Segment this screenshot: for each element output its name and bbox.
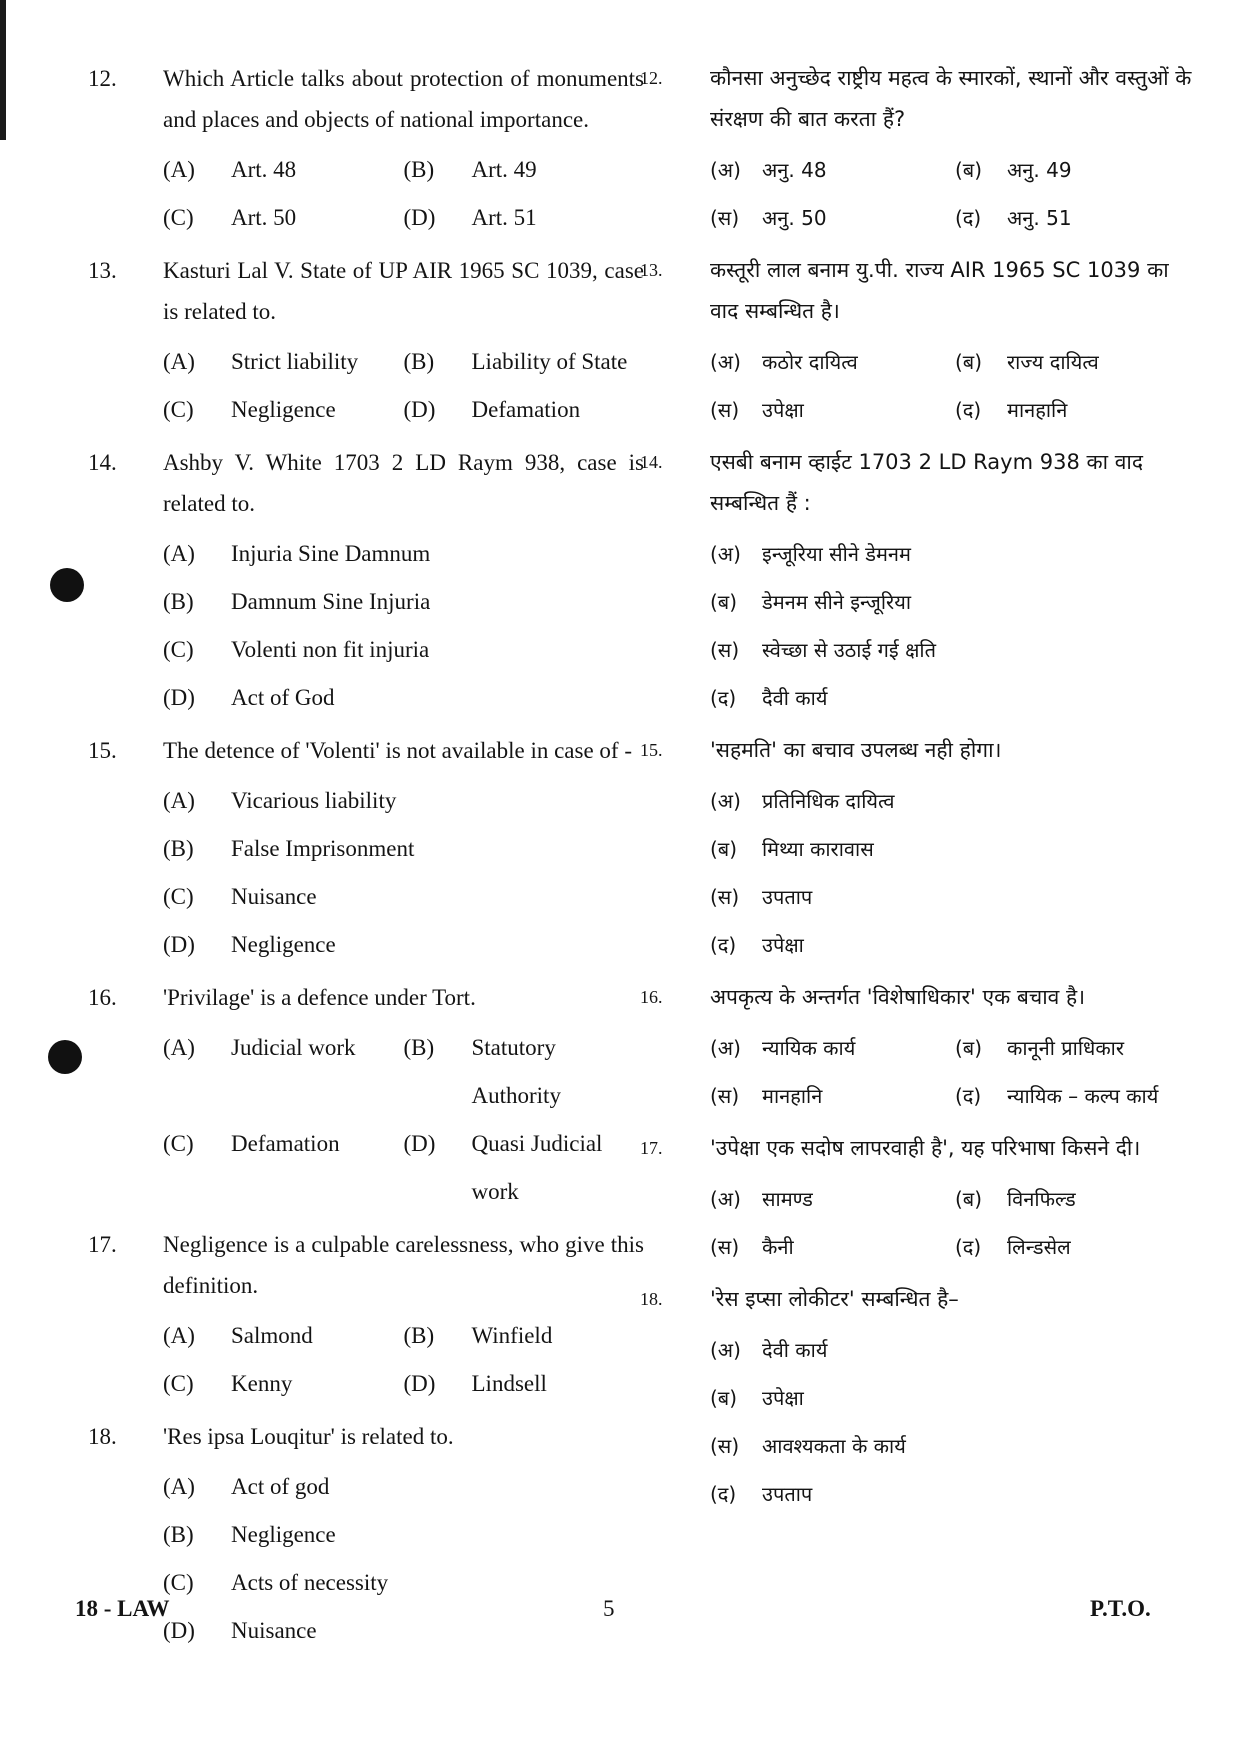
option-text: Strict liability xyxy=(231,349,359,374)
question-text: Kasturi Lal V. State of UP AIR 1965 SC 1039, case is related to. xyxy=(163,258,644,324)
question-number: 18. xyxy=(640,1289,663,1309)
option-item xyxy=(163,1607,644,1655)
question-block xyxy=(88,1224,644,1408)
option-label: (C) xyxy=(163,1131,194,1156)
option-text: Defamation xyxy=(231,1131,340,1156)
option-text: अनु. 48 xyxy=(762,158,827,182)
option-item xyxy=(955,194,1200,242)
question-block xyxy=(88,1416,644,1655)
option-label: (द) xyxy=(710,933,737,957)
option-text: Nuisance xyxy=(231,1618,317,1643)
option-text: Judicial work xyxy=(231,1035,356,1060)
option-text: Art. 51 xyxy=(471,205,537,230)
option-label: (A) xyxy=(163,1035,195,1060)
question-text: Ashby V. White 1703 2 LD Raym 938, case is related to. xyxy=(163,450,644,516)
option-label: (A) xyxy=(163,788,195,813)
option-label: (ब) xyxy=(710,837,738,861)
option-label: (D) xyxy=(163,932,195,957)
option-label: (B) xyxy=(163,836,194,861)
option-item xyxy=(710,674,1200,722)
option-text: प्रतिनिधिक दायित्व xyxy=(762,789,895,813)
option-label: (ब) xyxy=(955,1187,983,1211)
options-group xyxy=(710,338,1200,434)
option-label: (C) xyxy=(163,205,194,230)
option-text: Liability of State xyxy=(471,349,628,374)
option-label: (स) xyxy=(710,398,740,422)
option-text: Act of God xyxy=(231,685,335,710)
question-text: कौनसा अनुच्छेद राष्ट्रीय महत्व के स्मारकों, स्थानों और वस्तुओं के संरक्षण की बात करता हैं? xyxy=(710,66,1192,131)
binding-edge xyxy=(0,0,6,140)
option-item xyxy=(163,1120,404,1216)
option-label: (द) xyxy=(955,1235,982,1259)
options-row xyxy=(163,1312,644,1360)
option-text: विनफिल्ड xyxy=(1007,1187,1076,1211)
option-label: (द) xyxy=(955,398,982,422)
option-label: (द) xyxy=(710,686,737,710)
option-label: (ब) xyxy=(955,158,983,182)
option-text: उपेक्षा xyxy=(762,398,804,422)
option-text: स्वेच्छा से उठाई गई क्षति xyxy=(762,638,936,662)
option-label: (B) xyxy=(163,1522,194,1547)
option-item xyxy=(163,626,644,674)
options-group xyxy=(710,530,1200,722)
options-row xyxy=(710,194,1200,242)
option-item xyxy=(710,1175,955,1223)
options-group xyxy=(163,530,644,722)
page-number: 5 xyxy=(603,1596,615,1621)
option-label: (अ) xyxy=(710,1187,741,1211)
option-item xyxy=(710,873,1200,921)
option-label: (B) xyxy=(163,589,194,614)
option-item xyxy=(955,338,1200,386)
option-label: (अ) xyxy=(710,542,741,566)
option-item xyxy=(163,530,644,578)
option-item xyxy=(710,1422,1200,1470)
option-item xyxy=(710,1223,955,1271)
option-text: मानहानि xyxy=(762,1084,823,1108)
punch-hole-mark xyxy=(48,1040,82,1074)
option-text: आवश्यकता के कार्य xyxy=(762,1434,906,1458)
question-text: 'सहमति' का बचाव उपलब्ध नही होगा। xyxy=(710,738,1002,762)
options-row xyxy=(710,338,1200,386)
question-number: 15. xyxy=(88,738,117,763)
options-row xyxy=(163,1360,644,1408)
option-label: (स) xyxy=(710,885,740,909)
question-text: 'रेस इप्सा लोकीटर' सम्बन्धित है– xyxy=(710,1287,959,1311)
option-text: Art. 50 xyxy=(231,205,297,230)
option-text: Statutory Authority xyxy=(471,1035,561,1108)
question-block xyxy=(640,730,1200,969)
option-text: Negligence xyxy=(231,1522,336,1547)
question-block xyxy=(88,730,644,969)
option-label: (द) xyxy=(710,1482,737,1506)
option-item xyxy=(710,194,955,242)
option-text: उपेक्षा xyxy=(762,933,804,957)
option-text: Art. 49 xyxy=(471,157,537,182)
option-text: Negligence xyxy=(231,932,336,957)
options-group xyxy=(163,338,644,434)
option-label: (स) xyxy=(710,1434,740,1458)
options-row xyxy=(710,146,1200,194)
option-text: अनु. 50 xyxy=(762,206,827,230)
option-label: (अ) xyxy=(710,350,741,374)
question-number: 14. xyxy=(640,452,663,472)
option-label: (ब) xyxy=(710,590,738,614)
option-label: (B) xyxy=(403,157,435,182)
paper-code: 18 - LAW xyxy=(75,1596,170,1621)
option-label: (D) xyxy=(403,1131,436,1156)
option-text: False Imprisonment xyxy=(231,836,415,861)
question-number: 15. xyxy=(640,740,663,760)
question-text: अपकृत्य के अन्तर्गत 'विशेषाधिकार' एक बचाव है। xyxy=(710,985,1086,1009)
options-row xyxy=(163,386,644,434)
option-label: (D) xyxy=(403,1371,436,1396)
option-text: Volenti non fit injuria xyxy=(231,637,430,662)
option-item xyxy=(163,777,644,825)
question-text: The detence of 'Volenti' is not available in case of - xyxy=(163,738,632,763)
option-item xyxy=(710,338,955,386)
options-group xyxy=(163,1312,644,1408)
option-item xyxy=(710,386,955,434)
option-item xyxy=(404,1024,645,1120)
option-label: (A) xyxy=(163,1323,195,1348)
option-text: सामण्ड xyxy=(762,1187,813,1211)
option-text: Vicarious liability xyxy=(231,788,397,813)
option-item xyxy=(710,825,1200,873)
option-label: (C) xyxy=(163,1570,194,1595)
option-item xyxy=(710,1072,955,1120)
punch-hole-mark xyxy=(50,568,84,602)
option-label: (B) xyxy=(403,349,435,374)
option-label: (ब) xyxy=(955,350,983,374)
question-block xyxy=(640,442,1200,722)
option-text: Winfield xyxy=(471,1323,553,1348)
options-row xyxy=(710,1072,1200,1120)
question-number: 12. xyxy=(640,68,663,88)
option-label: (स) xyxy=(710,1084,740,1108)
options-row xyxy=(710,1024,1200,1072)
option-item xyxy=(710,1470,1200,1518)
option-label: (अ) xyxy=(710,789,741,813)
option-text: मिथ्या कारावास xyxy=(762,837,874,861)
option-label: (द) xyxy=(955,206,982,230)
option-item xyxy=(163,338,404,386)
option-text: अनु. 51 xyxy=(1007,206,1072,230)
option-label: (A) xyxy=(163,1474,195,1499)
option-item xyxy=(163,674,644,722)
option-item xyxy=(404,146,645,194)
question-block xyxy=(640,250,1200,434)
question-number: 12. xyxy=(88,66,117,91)
option-text: Acts of necessity xyxy=(231,1570,389,1595)
option-label: (C) xyxy=(163,1371,194,1396)
option-item xyxy=(955,1024,1200,1072)
option-label: (स) xyxy=(710,206,740,230)
options-group xyxy=(163,777,644,969)
options-row xyxy=(163,146,644,194)
option-text: इन्जूरिया सीने डेमनम xyxy=(762,542,911,566)
option-item xyxy=(955,386,1200,434)
option-item xyxy=(955,1223,1200,1271)
option-item xyxy=(404,1120,645,1216)
question-number: 16. xyxy=(88,985,117,1010)
option-text: Injuria Sine Damnum xyxy=(231,541,431,566)
option-item xyxy=(710,626,1200,674)
question-text: 'Privilage' is a defence under Tort. xyxy=(163,985,476,1010)
question-text: कस्तूरी लाल बनाम यु.पी. राज्य AIR 1965 SC 1039 का वाद सम्बन्धित है। xyxy=(710,258,1169,323)
option-label: (C) xyxy=(163,884,194,909)
option-item xyxy=(404,194,645,242)
option-item xyxy=(163,1463,644,1511)
option-text: उपताप xyxy=(762,885,813,909)
option-item xyxy=(163,1024,404,1120)
option-text: मानहानि xyxy=(1007,398,1068,422)
option-item xyxy=(404,1360,645,1408)
option-text: देवी कार्य xyxy=(762,1338,828,1362)
question-block xyxy=(88,442,644,722)
options-row xyxy=(710,386,1200,434)
question-number: 14. xyxy=(88,450,117,475)
option-item xyxy=(163,386,404,434)
question-block xyxy=(640,1279,1200,1518)
question-block xyxy=(88,58,644,242)
option-item xyxy=(163,825,644,873)
option-item xyxy=(163,1360,404,1408)
option-text: उपेक्षा xyxy=(762,1386,804,1410)
option-text: कैनी xyxy=(762,1235,794,1259)
option-label: (B) xyxy=(403,1323,435,1348)
option-text: Damnum Sine Injuria xyxy=(231,589,431,614)
question-number: 13. xyxy=(88,258,117,283)
option-item xyxy=(163,146,404,194)
option-item xyxy=(710,578,1200,626)
option-text: Nuisance xyxy=(231,884,317,909)
option-label: (द) xyxy=(955,1084,982,1108)
option-item xyxy=(404,338,645,386)
options-group xyxy=(710,1024,1200,1120)
option-item xyxy=(710,530,1200,578)
option-text: न्यायिक – कल्प कार्य xyxy=(1007,1084,1159,1108)
option-item xyxy=(710,921,1200,969)
question-block xyxy=(640,58,1200,242)
option-item xyxy=(163,921,644,969)
please-turn-over: P.T.O. xyxy=(1090,1596,1151,1621)
options-group xyxy=(163,1463,644,1655)
question-number: 17. xyxy=(88,1232,117,1257)
option-item xyxy=(163,194,404,242)
option-item xyxy=(404,386,645,434)
option-item xyxy=(710,146,955,194)
option-label: (D) xyxy=(163,685,195,710)
option-text: उपताप xyxy=(762,1482,813,1506)
question-number: 13. xyxy=(640,260,663,280)
option-text: Art. 48 xyxy=(231,157,297,182)
option-label: (अ) xyxy=(710,1338,741,1362)
option-item xyxy=(163,1559,644,1607)
option-text: Quasi Judicial work xyxy=(471,1131,603,1204)
option-label: (अ) xyxy=(710,1036,741,1060)
option-item xyxy=(710,1024,955,1072)
option-text: राज्य दायित्व xyxy=(1007,350,1099,374)
option-text: अनु. 49 xyxy=(1007,158,1072,182)
options-group xyxy=(163,1024,644,1216)
options-row xyxy=(163,1120,644,1216)
option-label: (B) xyxy=(403,1035,435,1060)
option-text: Salmond xyxy=(231,1323,313,1348)
option-text: लिन्डसेल xyxy=(1007,1235,1071,1259)
option-label: (A) xyxy=(163,541,195,566)
question-text: 'Res ipsa Louqitur' is related to. xyxy=(163,1424,454,1449)
option-text: Kenny xyxy=(231,1371,293,1396)
option-label: (स) xyxy=(710,1235,740,1259)
option-label: (स) xyxy=(710,638,740,662)
option-label: (ब) xyxy=(710,1386,738,1410)
options-row xyxy=(163,338,644,386)
option-text: न्यायिक कार्य xyxy=(762,1036,856,1060)
option-item xyxy=(163,1511,644,1559)
option-text: डेमनम सीने इन्जूरिया xyxy=(762,590,911,614)
option-item xyxy=(955,1072,1200,1120)
options-group xyxy=(710,1326,1200,1518)
option-label: (D) xyxy=(403,205,436,230)
question-number: 17. xyxy=(640,1138,663,1158)
option-item xyxy=(163,578,644,626)
question-block xyxy=(88,977,644,1216)
option-label: (A) xyxy=(163,157,195,182)
question-text: एसबी बनाम व्हाईट 1703 2 LD Raym 938 का वाद सम्बन्धित हैं : xyxy=(710,450,1143,515)
option-item xyxy=(710,1326,1200,1374)
option-label: (C) xyxy=(163,397,194,422)
option-item xyxy=(710,777,1200,825)
option-label: (ब) xyxy=(955,1036,983,1060)
option-text: Act of god xyxy=(231,1474,330,1499)
option-text: Negligence xyxy=(231,397,336,422)
question-number: 16. xyxy=(640,987,663,1007)
hindi-column xyxy=(640,58,1200,1526)
question-number: 18. xyxy=(88,1424,117,1449)
options-group xyxy=(710,777,1200,969)
options-row xyxy=(163,194,644,242)
options-group xyxy=(710,146,1200,242)
option-item xyxy=(163,873,644,921)
option-label: (अ) xyxy=(710,158,741,182)
option-label: (D) xyxy=(163,1618,195,1643)
option-item xyxy=(955,1175,1200,1223)
option-label: (A) xyxy=(163,349,195,374)
option-text: Lindsell xyxy=(471,1371,547,1396)
option-text: Defamation xyxy=(471,397,581,422)
option-item xyxy=(404,1312,645,1360)
option-label: (D) xyxy=(403,397,436,422)
option-text: दैवी कार्य xyxy=(762,686,828,710)
english-column xyxy=(88,58,644,1663)
question-block xyxy=(640,977,1200,1120)
question-block xyxy=(88,250,644,434)
question-text: 'उपेक्षा एक सदोष लापरवाही है', यह परिभाषा किसने दी। xyxy=(710,1136,1141,1160)
option-text: कठोर दायित्व xyxy=(762,350,858,374)
options-row xyxy=(710,1223,1200,1271)
option-text: कानूनी प्राधिकार xyxy=(1007,1036,1125,1060)
option-item xyxy=(710,1374,1200,1422)
question-block xyxy=(640,1128,1200,1271)
options-group xyxy=(710,1175,1200,1271)
question-text: Negligence is a culpable carelessness, who give this definition. xyxy=(163,1232,644,1298)
option-item xyxy=(163,1312,404,1360)
question-text: Which Article talks about protection of monuments and places and objects of national importance. xyxy=(163,66,644,132)
option-item xyxy=(955,146,1200,194)
option-label: (C) xyxy=(163,637,194,662)
options-row xyxy=(163,1024,644,1120)
options-group xyxy=(163,146,644,242)
options-row xyxy=(710,1175,1200,1223)
